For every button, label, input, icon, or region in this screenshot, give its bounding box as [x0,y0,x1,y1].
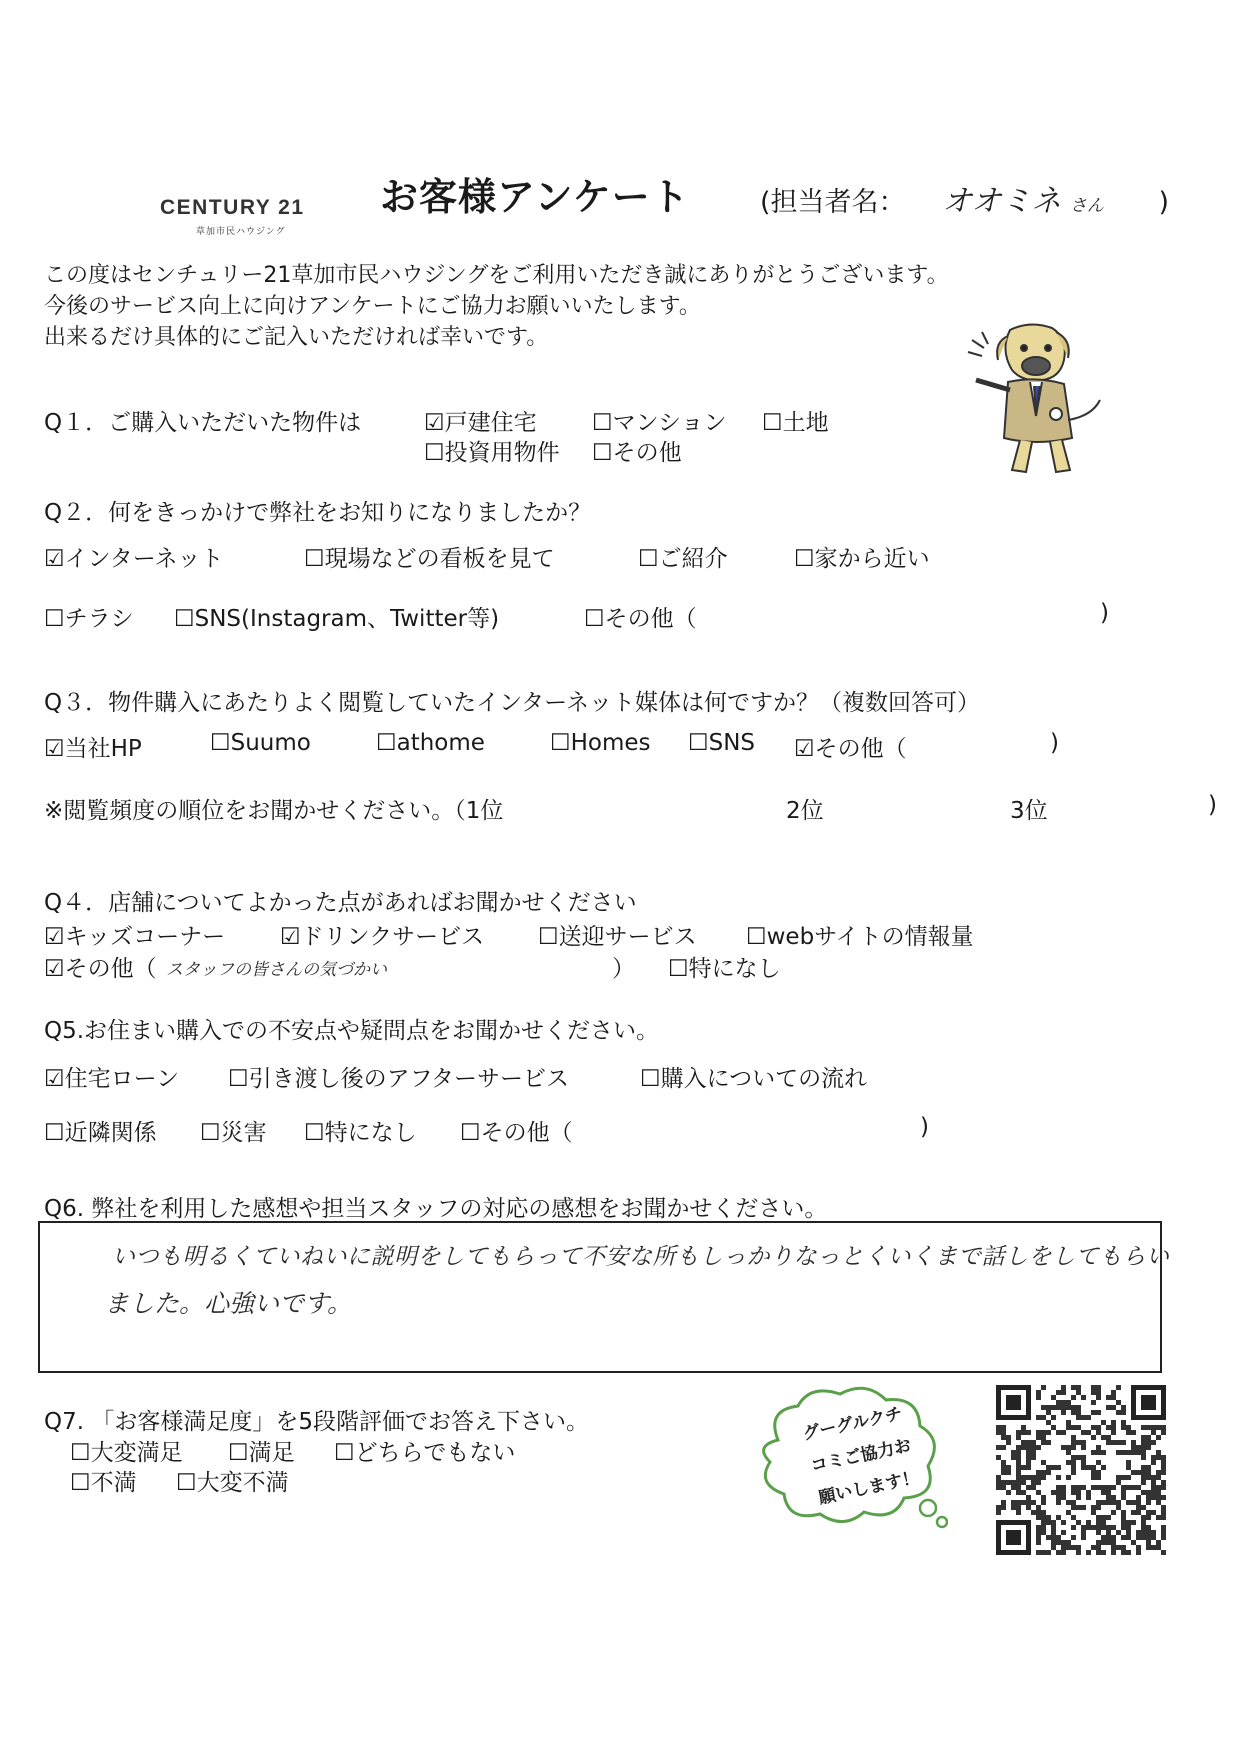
dog-mascot-illustration [960,320,1110,485]
q1-option-other[interactable]: ☐その他 [592,440,682,466]
intro-line-2: 今後のサービス向上に向けアンケートにご協力お願いいたします。 [44,294,701,319]
q3-option-other[interactable]: ☑その他（ [794,736,907,762]
logo-subtitle: 草加市民ハウジング [196,227,286,237]
intro-line-3: 出来るだけ具体的にご記入いただければ幸いです。 [44,325,549,350]
q1-label: Q１．ご購入いただいた物件は [44,410,362,436]
q2-option-signboard[interactable]: ☐現場などの看板を見て [304,546,555,572]
q1-option-detached-house[interactable]: ☑戸建住宅 [424,410,537,436]
q3-rank-label: ※閲覧頻度の順位をお聞かせください。（1位 [44,798,504,824]
staff-field [760,176,1169,220]
q3-option-sns[interactable]: ☐SNS [688,730,756,756]
logo-text: CENTURY 21 [160,196,305,219]
q3-other-close: ) [1050,730,1059,756]
q2-option-other[interactable]: ☐その他（ [584,606,697,632]
staff-label: (担当者名： [760,187,906,218]
q5-option-after-service[interactable]: ☐引き渡し後のアフターサービス [228,1066,570,1092]
q2-label: Q２．何をきっかけで弊社をお知りになりましたか？ [44,500,592,526]
q1-option-investment[interactable]: ☐投資用物件 [424,440,560,466]
q5-option-purchase-flow[interactable]: ☐購入についての流れ [640,1066,868,1092]
q4-other-close: ） [612,956,635,982]
review-text-line-3: 願いします！ [817,1467,921,1509]
staff-close: ) [1158,187,1169,218]
staff-name: オオミネ [942,184,1062,219]
q4-label: Q４．店舗についてよかった点があればお聞かせください [44,890,637,916]
q3-rank-2: 2位 [786,798,824,824]
q2-other-close: ) [1100,600,1109,626]
q6-answer-line-2: ました。心強いです。 [104,1289,353,1318]
q4-option-shuttle[interactable]: ☐送迎サービス [538,924,697,950]
q7-option-dissatisfied[interactable]: ☐不満 [70,1470,137,1496]
q7-label: Q7. 「お客様満足度」を5段階評価でお答え下さい。 [44,1409,589,1435]
q2-option-near-home[interactable]: ☐家から近い [794,546,930,572]
q4-other-answer: スタッフの皆さんの気づかい [166,960,387,980]
q7-option-very-satisfied[interactable]: ☐大変満足 [70,1440,183,1466]
q3-option-homes[interactable]: ☐Homes [550,730,651,756]
q3-rank-close: ) [1208,792,1217,818]
q3-option-company-hp[interactable]: ☑当社HP [44,736,142,762]
qr-code[interactable] [996,1385,1166,1555]
q2-option-flyer[interactable]: ☐チラシ [44,606,134,632]
q1-option-land[interactable]: ☐土地 [762,410,829,436]
q3-rank-3: 3位 [1010,798,1048,824]
q5-option-neighbors[interactable]: ☐近隣関係 [44,1120,157,1146]
q1-option-mansion[interactable]: ☐マンション [592,410,727,436]
q4-option-kids-corner[interactable]: ☑キッズコーナー [44,924,226,950]
q4-option-drink-service[interactable]: ☑ドリンクサービス [280,924,485,950]
q7-option-very-dissatisfied[interactable]: ☐大変不満 [176,1470,289,1496]
q4-option-none[interactable]: ☐特になし [668,956,781,982]
q2-option-sns[interactable]: ☐SNS(Instagram、Twitter等) [174,606,500,632]
q7-option-neutral[interactable]: ☐どちらでもない [334,1440,516,1466]
q6-label: Q6. 弊社を利用した感想や担当スタッフの対応の感想をお聞かせください。 [44,1196,828,1222]
q3-label: Q３．物件購入にあたりよく閲覧していたインターネット媒体は何ですか？（複数回答可） [44,690,981,716]
q4-option-web-info[interactable]: ☐webサイトの情報量 [746,924,974,950]
q6-answer-line-1: いつも明るくていねいに説明をしてもらって不安な所もしっかりなっとくいくまで話しをしてもらい [112,1244,1170,1270]
q5-option-mortgage[interactable]: ☑住宅ローン [44,1066,180,1092]
q5-option-none[interactable]: ☐特になし [304,1120,417,1146]
q2-option-referral[interactable]: ☐ご紹介 [638,546,728,572]
q5-label: Q5.お住まい購入での不安点や疑問点をお聞かせください。 [44,1018,660,1044]
q7-option-satisfied[interactable]: ☐満足 [228,1440,295,1466]
q4-option-other[interactable]: ☑その他（ [44,956,157,982]
review-text-line-2: コミご協力お [809,1435,913,1477]
q5-option-other[interactable]: ☐その他（ [460,1120,573,1146]
intro-line-1: この度はセンチュリー21草加市民ハウジングをご利用いただき誠にありがとうございます。 [44,263,949,288]
q3-option-athome[interactable]: ☐athome [376,730,485,756]
q3-option-suumo[interactable]: ☐Suumo [210,730,311,756]
review-text-line-1: グーグルクチ [801,1403,905,1445]
q5-other-close: ) [920,1114,929,1140]
page-title: お客様アンケート [380,175,690,219]
q5-option-disaster[interactable]: ☐災害 [200,1120,267,1146]
staff-suffix: さん [1069,196,1104,216]
q2-option-internet[interactable]: ☑インターネット [44,546,224,572]
